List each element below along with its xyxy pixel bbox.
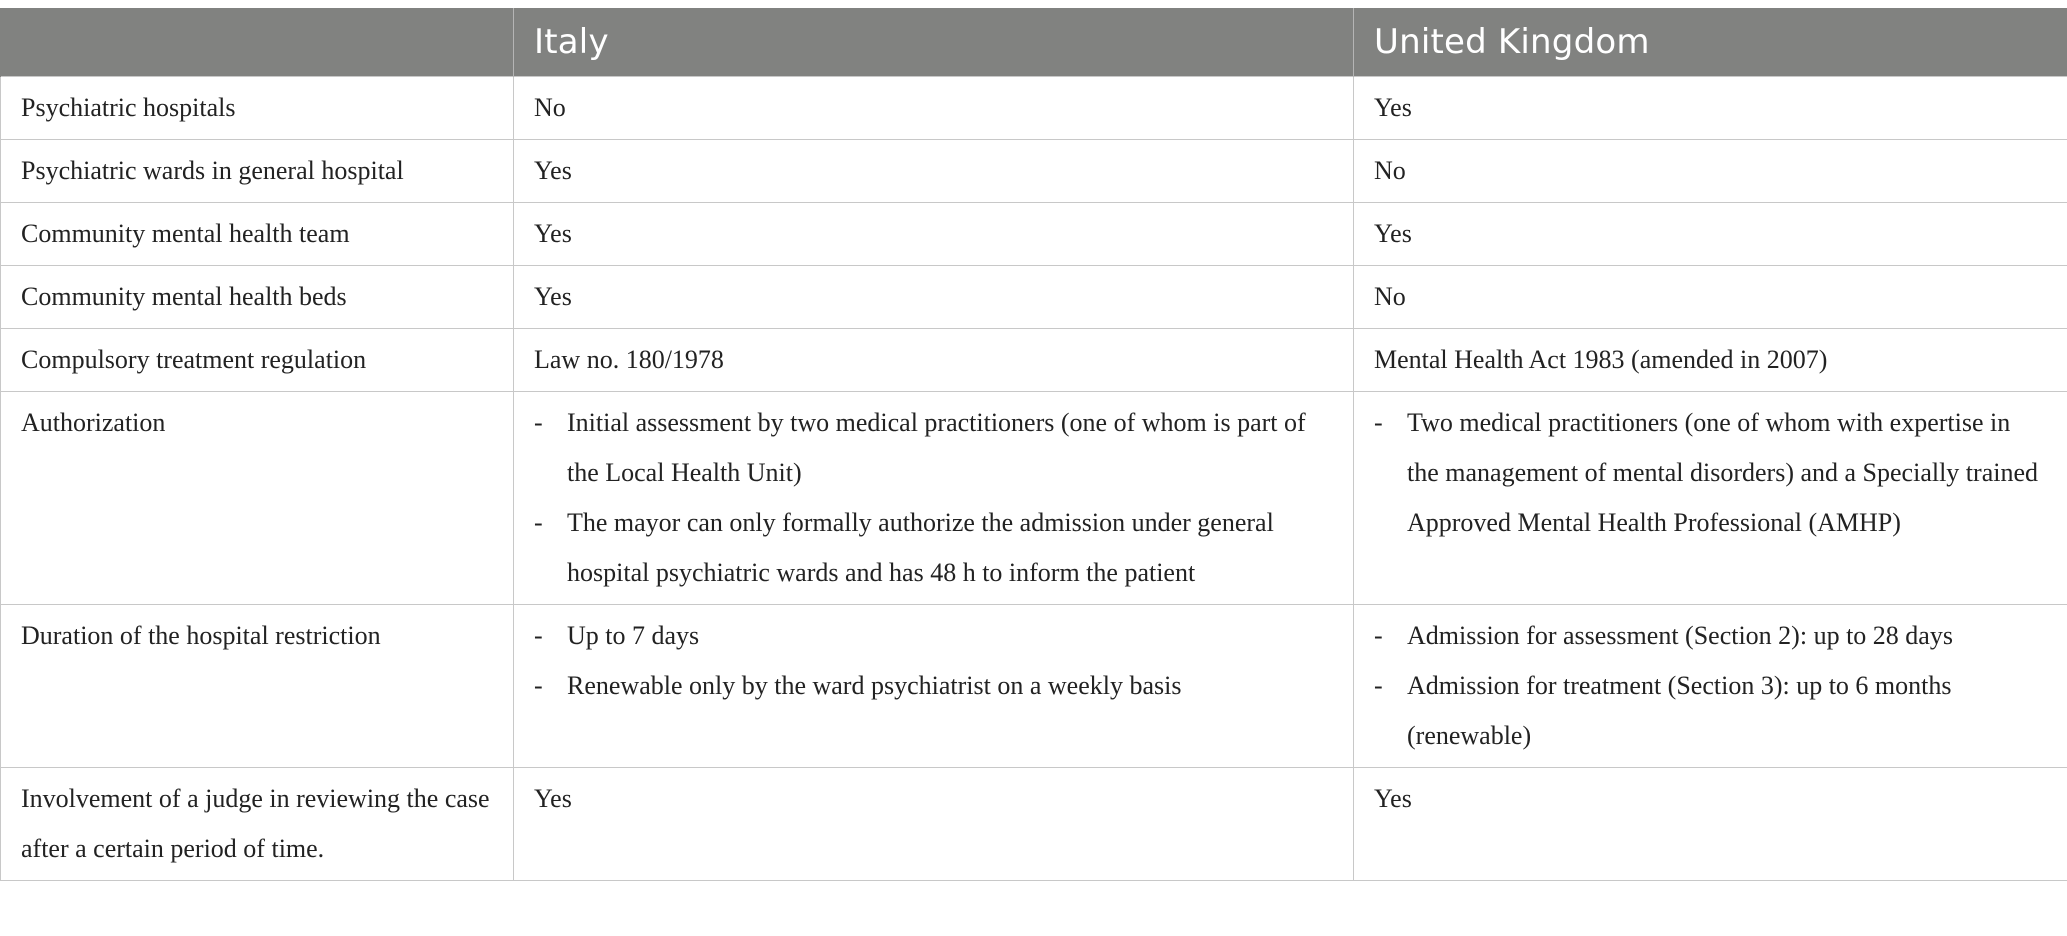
list-item: - Renewable only by the ward psychiatrist on a weekly basis <box>534 661 1333 711</box>
uk-list <box>1374 611 2047 761</box>
row-label: Community mental health beds <box>1 266 514 329</box>
italy-cell: Yes <box>514 768 1354 881</box>
row-label: Duration of the hospital restriction <box>1 605 514 768</box>
table-row <box>1 329 2067 392</box>
table-row <box>1 140 2067 203</box>
italy-cell: Law no. 180/1978 <box>514 329 1354 392</box>
row-label: Psychiatric hospitals <box>1 77 514 140</box>
table-row <box>1 203 2067 266</box>
table-row <box>1 605 2067 768</box>
italy-list <box>534 398 1333 598</box>
list-item: - The mayor can only formally authorize the admission under general hospital psychiatric wards and has 48 h to inform the patient <box>534 498 1333 598</box>
header-cell-uk: United Kingdom <box>1354 8 2067 77</box>
italy-cell <box>514 392 1354 605</box>
header-cell-italy: Italy <box>514 8 1354 77</box>
header-row <box>1 8 2067 77</box>
table-row <box>1 77 2067 140</box>
uk-cell: Yes <box>1354 77 2067 140</box>
list-item: - Initial assessment by two medical practitioners (one of whom is part of the Local Health Unit) <box>534 398 1333 498</box>
italy-cell: No <box>514 77 1354 140</box>
header-cell-empty <box>1 8 514 77</box>
table-row <box>1 392 2067 605</box>
row-label: Authorization <box>1 392 514 605</box>
row-label: Compulsory treatment regulation <box>1 329 514 392</box>
uk-list <box>1374 398 2047 548</box>
italy-cell: Yes <box>514 203 1354 266</box>
italy-cell: Yes <box>514 266 1354 329</box>
table-row <box>1 266 2067 329</box>
uk-cell: No <box>1354 266 2067 329</box>
uk-cell <box>1354 392 2067 605</box>
comparison-table-container <box>0 8 2067 881</box>
italy-cell: Yes <box>514 140 1354 203</box>
list-item: - Two medical practitioners (one of whom with expertise in the management of mental disorders) and a Specially trained Approved Mental Health Professional (AMHP) <box>1374 398 2047 548</box>
row-label: Community mental health team <box>1 203 514 266</box>
uk-cell: Yes <box>1354 203 2067 266</box>
uk-cell: No <box>1354 140 2067 203</box>
uk-cell <box>1354 605 2067 768</box>
list-item: - Up to 7 days <box>534 611 1333 661</box>
table-header <box>1 8 2067 77</box>
uk-cell: Yes <box>1354 768 2067 881</box>
row-label: Involvement of a judge in reviewing the case after a certain period of time. <box>1 768 514 881</box>
table-row <box>1 768 2067 881</box>
row-label: Psychiatric wards in general hospital <box>1 140 514 203</box>
table-body <box>1 77 2067 881</box>
italy-list <box>534 611 1333 711</box>
list-item: - Admission for treatment (Section 3): up to 6 months (renewable) <box>1374 661 2047 761</box>
list-item: - Admission for assessment (Section 2): up to 28 days <box>1374 611 2047 661</box>
italy-cell <box>514 605 1354 768</box>
comparison-table <box>0 8 2067 881</box>
uk-cell: Mental Health Act 1983 (amended in 2007) <box>1354 329 2067 392</box>
